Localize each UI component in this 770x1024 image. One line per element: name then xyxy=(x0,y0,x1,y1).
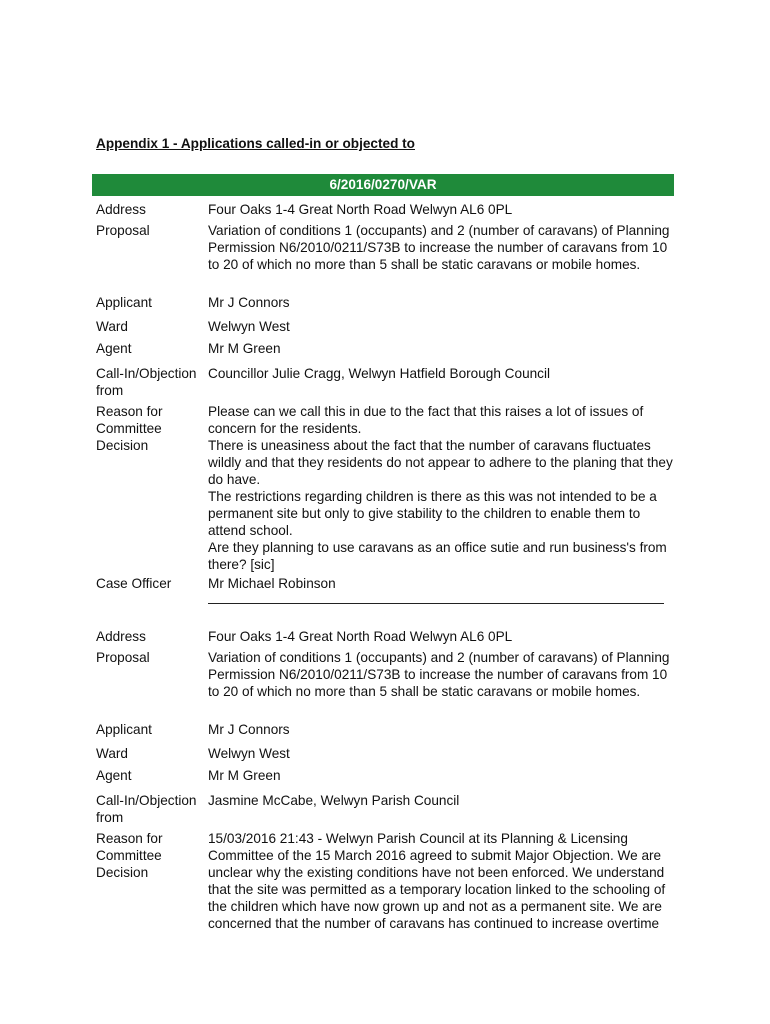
reason-value: 15/03/2016 21:43 - Welwyn Parish Council at its Planning & Licensing Committee of the 15 March 2016 agreed to submit Major Objection. We are unclear why the existing conditions have not been enforced. We understand that the site was permitted as a temporary location linked to the schooling of the children which have now grown up and not as a permanent site. We are concerned that the number of caravans has continued to increase overtime xyxy=(208,831,666,931)
proposal-label: Proposal xyxy=(96,650,150,665)
proposal-value: Variation of conditions 1 (occupants) and 2 (number of caravans) of Planning Permission N6/2010/0211/S73B to increase the number of caravans from 10 to 20 of which no more than 5 shall be static caravans or mobile homes. xyxy=(208,223,670,272)
applicant-label: Applicant xyxy=(96,722,152,737)
reason-paragraph: The restrictions regarding children is there as this was not intended to be a permanent site but only to give stability to the children to enable them to attend school. xyxy=(208,489,657,538)
address-value: Four Oaks 1-4 Great North Road Welwyn AL6 0PL xyxy=(208,202,513,217)
applicant-value: Mr J Connors xyxy=(208,295,290,310)
address-label: Address xyxy=(96,629,146,644)
entry-divider xyxy=(208,603,664,604)
callin-value: Councillor Julie Cragg, Welwyn Hatfield Borough Council xyxy=(208,366,551,381)
callin-label: Call-In/Objection from xyxy=(96,793,197,825)
ward-value: Welwyn West xyxy=(208,746,290,761)
officer-value: Mr Michael Robinson xyxy=(208,576,336,591)
agent-value: Mr M Green xyxy=(208,341,281,356)
reason-paragraph: Are they planning to use caravans as an office sutie and run business's from there? [sic] xyxy=(208,540,667,572)
applicant-value: Mr J Connors xyxy=(208,722,290,737)
proposal-value: Variation of conditions 1 (occupants) and 2 (number of caravans) of Planning Permission N6/2010/0211/S73B to increase the number of caravans from 10 to 20 of which no more than 5 shall be static caravans or mobile homes. xyxy=(208,650,670,699)
agent-label: Agent xyxy=(96,768,132,783)
officer-label: Case Officer xyxy=(96,576,172,591)
ward-value: Welwyn West xyxy=(208,319,290,334)
reason-value xyxy=(208,403,674,573)
reason-paragraph: There is uneasiness about the fact that the number of caravans fluctuates wildly and that they residents do not appear to adhere to the planing that they do have. xyxy=(208,438,673,487)
ward-label: Ward xyxy=(96,746,128,761)
reason-paragraph: Please can we call this in due to the fact that this raises a lot of issues of concern for the residents. xyxy=(208,404,644,436)
agent-value: Mr M Green xyxy=(208,768,281,783)
proposal-label: Proposal xyxy=(96,223,150,238)
address-label: Address xyxy=(96,202,146,217)
callin-label: Call-In/Objection from xyxy=(96,366,197,398)
agent-label: Agent xyxy=(96,341,132,356)
reason-label: Reason for Committee Decision xyxy=(96,831,163,880)
applicant-label: Applicant xyxy=(96,295,152,310)
page-heading: Appendix 1 - Applications called-in or objected to xyxy=(96,136,415,151)
application-reference-banner: 6/2016/0270/VAR xyxy=(92,174,674,196)
ward-label: Ward xyxy=(96,319,128,334)
reason-label: Reason for Committee Decision xyxy=(96,404,163,453)
callin-value: Jasmine McCabe, Welwyn Parish Council xyxy=(208,793,460,808)
address-value: Four Oaks 1-4 Great North Road Welwyn AL6 0PL xyxy=(208,629,513,644)
